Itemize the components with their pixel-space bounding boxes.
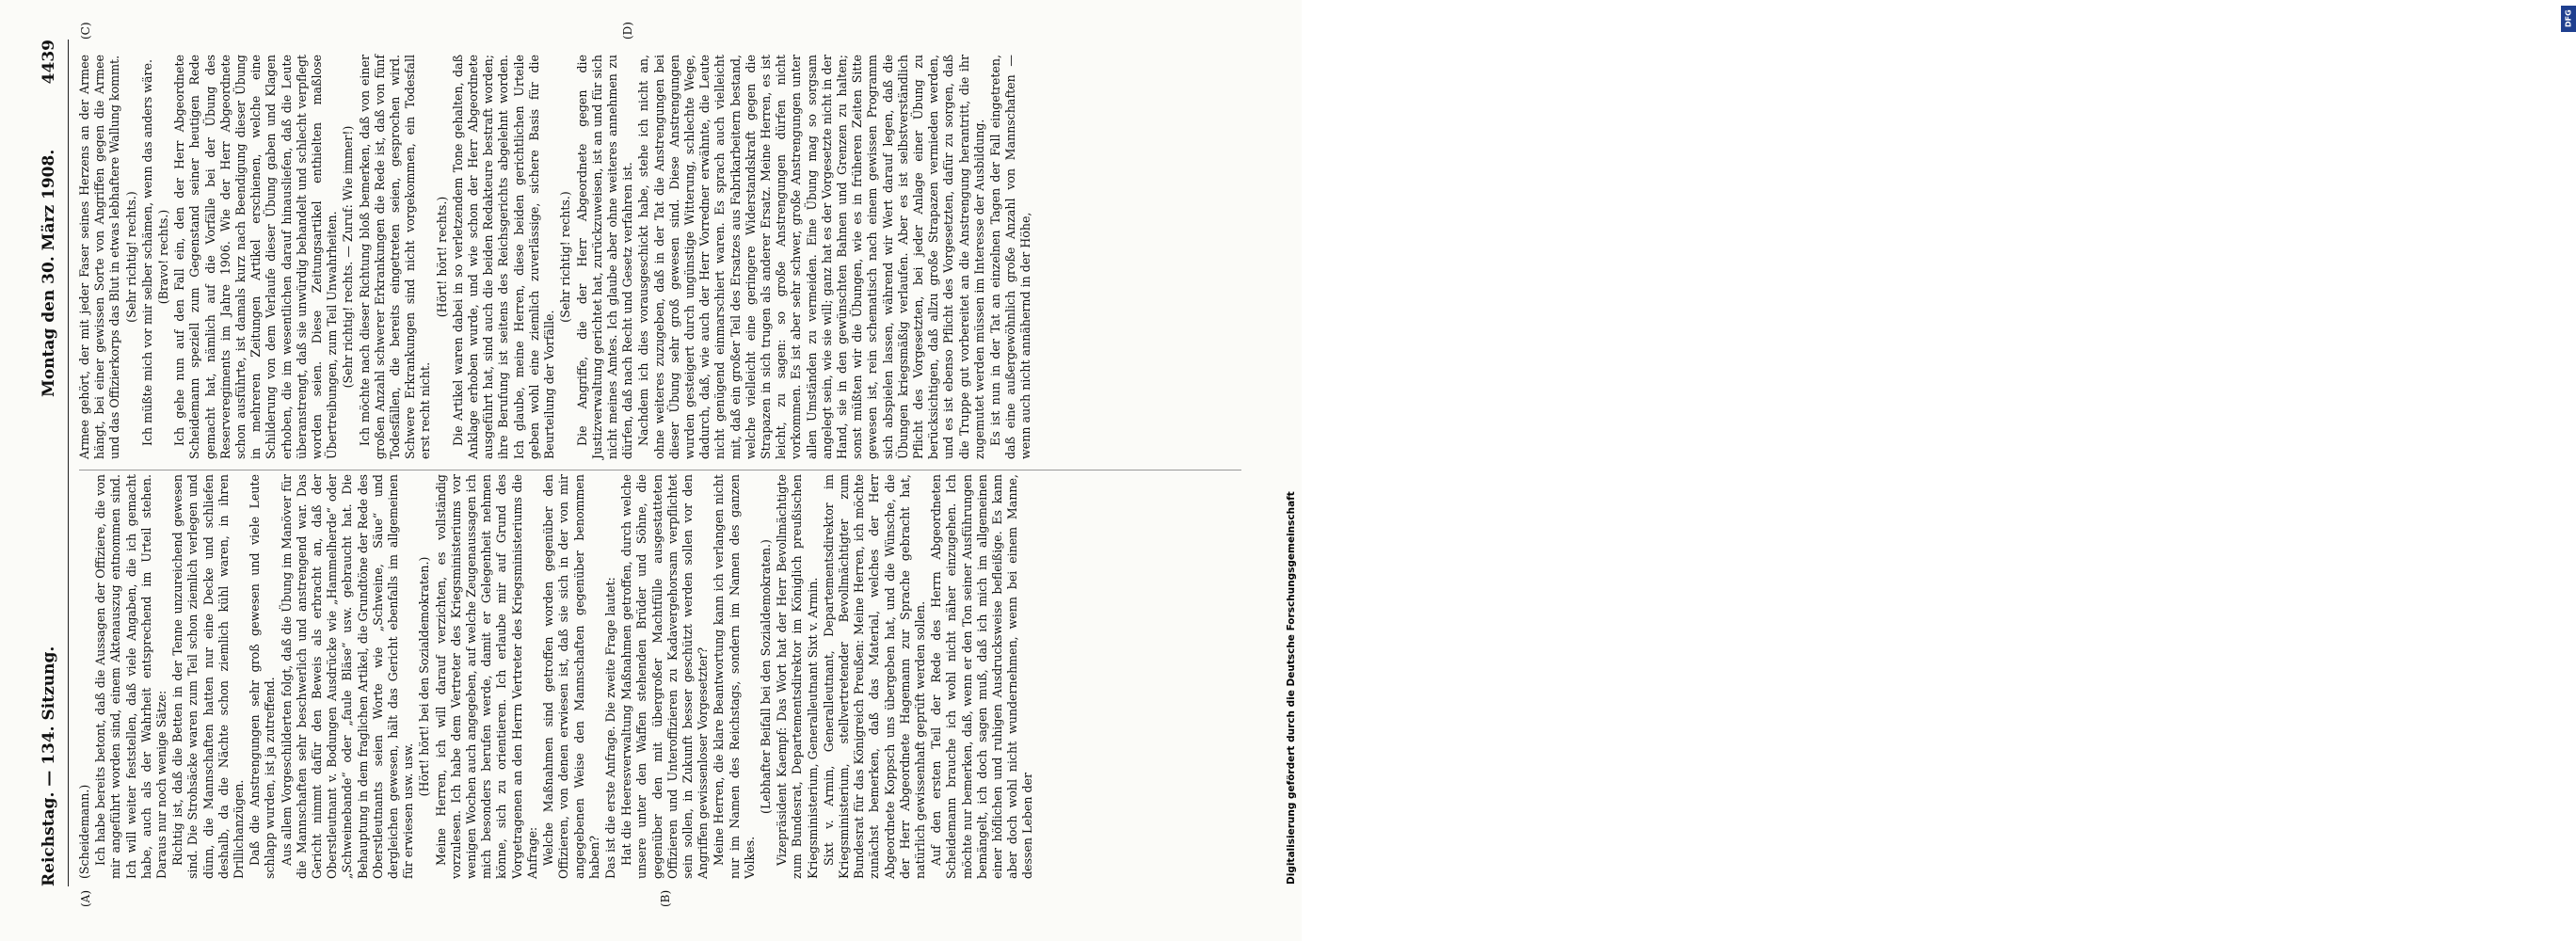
page-number: 4439	[40, 40, 58, 85]
interjection: (Hört! hört! rechts.)	[434, 196, 449, 318]
paragraph: Die Angriffe, die der Herr Abgeordnete gegen die Justizverwaltung gerichtet hat, zurückzuweisen, ist an und für sich nicht meines Amtes. Ich glaube aber ohne weiteres annehmen zu dürfen, daß nach Recht und Gesetz verfahren ist.	[574, 55, 635, 459]
header-rule	[68, 40, 69, 886]
margin-marker-a: (A)	[79, 889, 92, 907]
paragraph: Richtig ist, daß die Betten in der Tenne unzureichend gewesen sind. Die Strohsäcke waren zum Teil schon ziemlich verlegen und dünn, die Mannschaften hatten nur eine Decke und schliefen deshalb, da die Nächte schon ziemlich kühl waren, in ihren Drillichanzügen.	[170, 474, 247, 879]
paragraph: Armee gehört, der mit jeder Faser seines Herzens an der Armee hängt, bei einer gewissen Sorte von Angriffen gegen die Armee und das Offizierkorps das Blut in etwas lebhaftere Wallung kommt.	[77, 55, 122, 459]
paragraph: Meine Herren, ich will darauf verzichten, es vollständig vorzulesen. Ich habe dem Vertreter des Kriegsministeriums vor wenigen Wochen auch angegeben, auf welche Zeugenaussagen ich mich besonders berufen werde, damit er Gelegenheit nehmen könne, sich zu orientieren. Ich erlaube mir auf Grund des Vorgetragenen an den Herrn Vertreter des Kriegsministeriums die Anfrage:	[433, 474, 539, 879]
speaker-note: (Scheidemann.)	[77, 784, 91, 879]
paragraph: Aus allem Vorgeschilderten folgt, daß die Übung im Manöver für die Mannschaften sehr beschwerlich und anstrengend war. Das Gericht nimmt dafür den Beweis als erbracht an, daß der Oberstleutnant v. Bodungen Ausdrücke wie „Hammelherde“ oder „Schweinebande“ oder „faule Bläse“ usw. gebraucht hat. Die Behauptung in dem fraglichen Artikel, die Grundtöne der Rede des Oberstleutnants seien Worte wie „Schweine, Säue“ und dergleichen gewesen, hält das Gericht ebenfalls im allgemeinen für erwiesen usw. usw.	[279, 474, 416, 879]
left-column	[77, 474, 1244, 879]
paragraph: Ich möchte nach dieser Richtung bloß bemerken, daß von einer großen Anzahl schwerer Erkrankungen die Rede ist, daß von fünf Todesfällen, die bereits eingetreten seien, gesprochen wird. Schwere Erkrankungen sind nicht vorgekommen, ein Todesfall erst recht nicht.	[357, 55, 433, 459]
paragraph: Welche Maßnahmen sind getroffen worden gegenüber den Offizieren, von denen erwiesen ist, daß sie sich in der von mir angegebenen Weise den Mannschaften gegenüber benommen haben?	[541, 474, 601, 879]
digitization-credit: Digitalisierung gefördert durch die Deutsche Forschungsgemeinschaft	[1286, 491, 1297, 885]
paragraph: Meine Herren, die klare Beantwortung kann ich verlangen nicht nur im Namen des Reichstags, sondern im Namen des ganzen Volkes.	[712, 474, 757, 879]
paragraph: Nachdem ich dies vorausgeschickt habe, stehe ich nicht an, ohne weiteres zuzugeben, daß in der Tat die Anstrengungen bei dieser Übung sehr groß gewesen sind. Diese Anstrengungen wurden gesteigert durch ungünstige Witterung, schlechte Wege, dadurch, daß, wie auch der Herr Vorredner erwähnte, die Leute nicht genügend einmarschiert waren. Es sprach auch vielleicht mit, daß ein großer Teil des Ersatzes aus Fabrikarbeitern bestand, welche vielleicht eine geringere Widerstandskraft gegen die Strapazen in sich trugen als anderer Ersatz. Meine Herren, es ist leicht, zu sagen: so große Anstrengungen dürfen nicht vorkommen. Es ist aber sehr schwer, große Anstrengungen unter allen Umständen zu vermeiden. Eine Übung mag so sorgsam angelegt sein, wie sie will; ganz hat es der Vorgesetzte nicht in der Hand, sie in den gewünschten Bahnen und Grenzen zu halten; sonst müßten wir die Übungen, wie es in früheren Zeiten Sitte gewesen ist, rein schematisch nach einem gewissen Programm sich abspielen lassen, während wir Wert darauf legen, daß die Übungen kriegsmäßig verlaufen. Aber es ist selbstverständlich Pflicht des Vorgesetzten, bei jeder Anlage einer Übung zu berücksichtigen, daß allzu große Strapazen vermieden werden, und es ist ebenso Pflicht des Vorgesetzten, dafür zu sorgen, daß die Truppe gut vorbereitet an die Anstrengung herantritt, die ihr zugemutet werden müssen im Interesse der Ausbildung.	[636, 55, 986, 459]
interjection: (Sehr richtig! rechts.)	[558, 191, 573, 323]
interjection: (Sehr richtig! rechts.)	[123, 191, 138, 323]
paragraph: Auf den ersten Teil der Rede des Herrn Abgeordneten Scheidemann brauche ich wohl nicht näher einzugehen. Ich möchte nur bemerken, daß, wenn er den Ton seiner Ausführungen bemängelt, ich doch sagen muß, daß ich mich im allgemeinen einer höflichen und ruhigen Ausdrucksweise befleißige. Es kann aber doch wohl nicht wundernehmen, wenn bei einem Manne, dessen Leben der	[929, 474, 1035, 879]
paragraph: Hat die Heeresverwaltung Maßnahmen getroffen, durch welche unsere unter den Waffen stehenden Brüder und Söhne, die gegenüber den mit übergroßer Machtfülle ausgestatteten Offizieren und Unteroffizieren zu Kadavergehorsam verpflichtet sein sollen, in Zukunft besser geschützt werden sollen vor den Angriffen gewissenloser Vorgesetzter?	[619, 474, 711, 879]
margin-marker-d: (D)	[621, 22, 634, 40]
interjection: (Lebhafter Beifall bei den Sozialdemokraten.)	[758, 539, 773, 814]
paragraph: Das ist die erste Anfrage. Die zweite Frage lautet:	[602, 577, 617, 879]
interjection: (Hört! hört! bei den Sozialdemokraten.)	[417, 556, 432, 797]
paragraph: Es ist nun in der Tat an einzelnen Tagen der Fall eingetreten, daß eine außergewöhnlich große Anzahl von Mannschaften — wenn auch nicht annähernd in der Höhe,	[987, 55, 1033, 459]
header-left-title: Reichstag. — 134. Sitzung.	[40, 646, 58, 886]
paragraph: Sixt v. Armin, Generalleutnant, Departementsdirektor im Kriegsministerium, stellvertretender Bevollmächtigter zum Bundesrat für das Königreich Preußen: Meine Herren, ich möchte zunächst bemerken, daß das Material, welches der Herr Abgeordnete Koppsch uns übergeben hat, und die Wünsche, die der Herr Abgeordnete Hagemann zur Sprache gebracht hat, natürlich gewissenhaft geprüft werden sollen.	[821, 474, 927, 879]
paragraph: Ich gehe nun auf den Fall ein, den der Herr Abgeordnete Scheidemann speziell zum Gegenstand seiner heutigen Rede gemacht hat, nämlich auf die Vorfälle bei der Übung des Reserveregiments im Jahre 1906. Wie der Herr Abgeordnete schon ausführte, ist damals kurz nach Beendigung dieser Übung in mehreren Zeitungen Artikel erschienen, welche eine Schilderung von dem Verlaufe dieser Übung gaben und Klagen erhoben, die im wesentlichen darauf hinausliefen, daß die Leute überanstrengt, daß sie unwürdig behandelt und schlecht verpflegt worden seien. Diese Zeitungsartikel enthielten maßlose Übertreibungen, zum Teil Unwahrheiten.	[172, 55, 340, 459]
right-column	[77, 55, 1244, 459]
paragraph: Ich müßte mich vor mir selber schämen, wenn das anders wäre.	[139, 59, 154, 446]
dfg-logo: DFG	[2561, 6, 2576, 32]
page-header	[36, 40, 64, 886]
margin-marker-c: (C)	[79, 22, 92, 40]
interjection: (Bravo! rechts.)	[156, 209, 171, 305]
header-date: Montag den 30. März 1908.	[40, 149, 58, 397]
paragraph: Daß die Anstrengungen sehr groß gewesen und viele Leute schlapp wurden, ist ja zutreffend.	[248, 474, 278, 879]
paragraph: Vizepräsident Kaempf: Das Wort hat der Herr Bevollmächtigte zum Bundesrat, Departementsdirektor im Königlich preußischen Kriegsministerium, Generalleutnant Sixt v. Armin.	[775, 474, 820, 879]
margin-marker-b: (B)	[659, 889, 672, 907]
interjection: (Sehr richtig! rechts. — Zuruf: Wie immer!)	[341, 125, 356, 389]
paragraph: Ich habe bereits betont, daß die Aussagen der Offiziere, die von mir angeführt worden sind, einem Aktenauszug entnommen sind. Ich will weiter feststellen, daß viele Angaben, die ich gemacht habe, auch als der Wahrheit entsprechend im Urteil stehen. Daraus nur noch wenige Sätze:	[93, 474, 169, 879]
paragraph: Die Artikel waren dabei in so verletzendem Tone gehalten, daß Anklage erhoben wurde, und wie schon der Herr Abgeordnete ausgeführt hat, sind auch die beiden Redakteure bestraft worden; ihre Berufung ist seitens des Reichsgerichts abgelehnt worden. Ich glaube, meine Herren, diese beiden gerichtlichen Urteile geben wohl eine ziemlich zuverlässige, sichere Basis für die Beurteilung der Vorfälle.	[450, 55, 557, 459]
